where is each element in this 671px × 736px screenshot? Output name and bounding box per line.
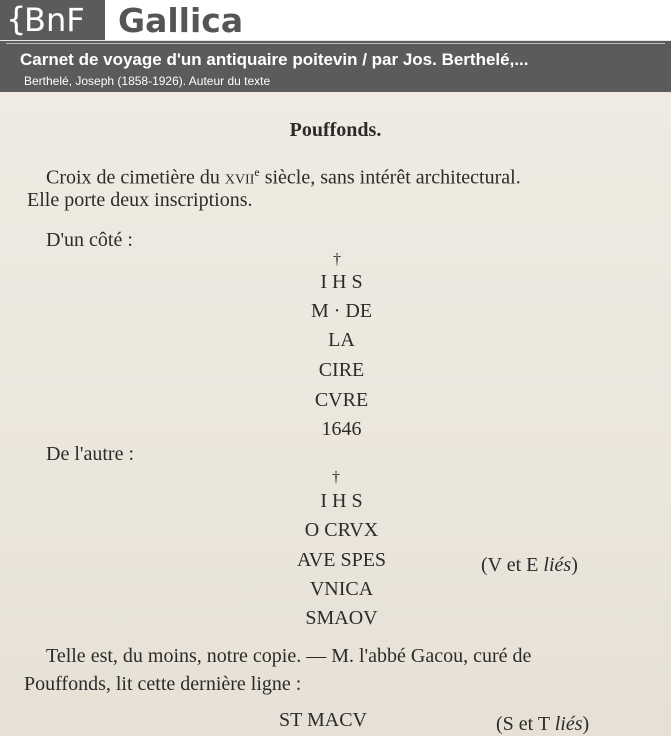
cross-mark-1: † xyxy=(333,251,341,268)
title-divider xyxy=(6,43,665,44)
gallica-header xyxy=(0,0,671,40)
gallica-brand[interactable]: Gallica xyxy=(118,1,244,40)
paragraph-1-line-2: Elle porte deux inscriptions. xyxy=(27,189,253,211)
bnf-logo[interactable] xyxy=(0,0,105,40)
inscription-1-line: CVRE xyxy=(314,389,369,411)
note2-text-a: (S et T xyxy=(496,713,555,735)
bnf-logo-text: BnF xyxy=(24,1,85,39)
inscription-1-line: LA xyxy=(328,329,355,351)
note2-text-b: ) xyxy=(582,713,590,735)
paragraph-2-line-2: Pouffonds, lit cette dernière ligne : xyxy=(24,673,302,695)
bnf-logo-brace: { xyxy=(6,0,27,38)
p1-century-sup: e xyxy=(254,165,260,179)
inscription-2-line: O CRVX xyxy=(304,519,379,541)
note1-text-a: (V et E xyxy=(481,554,544,576)
inscription-2-line: AVE SPES xyxy=(296,549,387,571)
ligature-note-1 xyxy=(481,553,578,577)
inscription-3-line: ST MACV xyxy=(279,709,367,731)
side-2-label: De l'autre : xyxy=(46,443,135,465)
section-heading: Pouffonds. xyxy=(289,119,382,141)
inscription-1-line: M · DE xyxy=(310,300,373,322)
inscription-2-line: VNICA xyxy=(309,578,374,600)
p1-century: XVII xyxy=(224,172,255,188)
p1-text-b: siècle, sans intérêt architectural. xyxy=(259,166,521,189)
inscription-1-line: I H S xyxy=(320,271,363,293)
inscription-2-line: I H S xyxy=(320,490,363,512)
paragraph-2-line-1: Telle est, du moins, notre copie. — M. l'abbé Gacou, curé de xyxy=(46,645,532,667)
p1-text-a: Croix de cimetière du xyxy=(46,166,225,189)
inscription-1-line: 1646 xyxy=(321,418,362,440)
side-1-label: D'un côté : xyxy=(46,229,133,251)
document-title[interactable]: Carnet de voyage d'un antiquaire poitevin / par Jos. Berthelé,... xyxy=(20,50,529,69)
cross-mark-2: † xyxy=(332,469,340,486)
inscription-1-line: CIRE xyxy=(318,359,365,381)
ligature-note-2 xyxy=(496,712,589,736)
page-scan xyxy=(0,92,671,736)
document-info-bar xyxy=(0,41,671,92)
note2-italic: liés xyxy=(554,713,583,735)
document-author[interactable]: Berthelé, Joseph (1858-1926). Auteur du texte xyxy=(24,74,271,88)
note1-text-b: ) xyxy=(571,554,578,576)
inscription-2-line: SMAOV xyxy=(305,607,378,629)
note1-italic: liés xyxy=(543,554,572,576)
